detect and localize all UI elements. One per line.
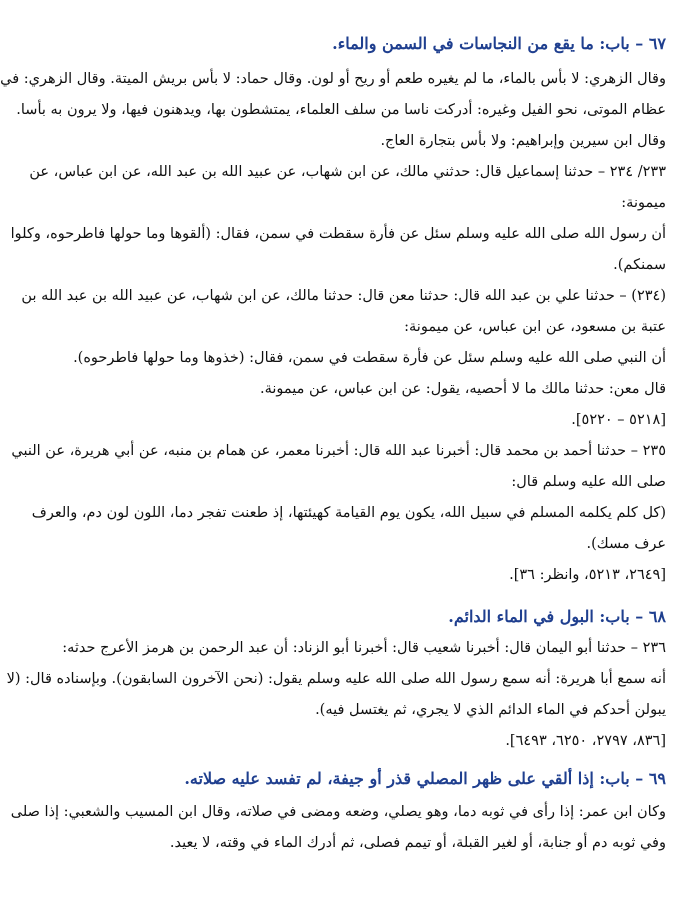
text-line: عظام الموتى، نحو الفيل وغيره: أدركت ناسا من سلف العلماء، يمتشطون بها، ويدهنون فيها، ولا يرون به بأسا. [16, 102, 666, 118]
reference-line: [٨٣٦، ٢٧٩٧، ٦٢٥٠، ٦٤٩٣]. [505, 733, 666, 749]
chapter-heading-67: ٦٧ – باب: ما يقع من النجاسات في السمن والماء. [332, 34, 666, 53]
text-line: عرف مسك). [586, 536, 666, 552]
text-line: أن النبي صلى الله عليه وسلم سئل عن فأرة سقطت في سمن، فقال: (خذوها وما حولها فاطرحوه). [73, 350, 666, 366]
text-line: أن رسول الله صلى الله عليه وسلم سئل عن فأرة سقطت في سمن، فقال: (ألقوها وما حولها فاطرحوه، وكلوا [10, 226, 666, 242]
text-line: عتبة بن مسعود، عن ابن عباس، عن ميمونة: [404, 319, 666, 335]
text-line: وقال الزهري: لا بأس بالماء، ما لم يغيره طعم أو ريح أو لون. وقال حماد: لا بأس بريش الميتة. وقال الزهري: في [0, 71, 666, 87]
reference-line: [٢٦٤٩، ٥٢١٣، وانظر: ٣٦]. [509, 567, 666, 583]
text-line: صلى الله عليه وسلم قال: [511, 474, 666, 490]
reference-line: [٥٢١٨ – ٥٢٢٠]. [571, 412, 666, 428]
text-line: وفي ثوبه دم أو جنابة، أو لغير القبلة، أو تيمم فصلى، ثم أدرك الماء في وقته، لا يعيد. [169, 835, 666, 851]
chapter-heading-69: ٦٩ – باب: إذا ألقي على ظهر المصلي قذر أو جيفة، لم تفسد عليه صلاته. [184, 769, 666, 788]
text-line: قال معن: حدثنا مالك ما لا أحصيه، يقول: عن ابن عباس، عن ميمونة. [260, 381, 666, 397]
text-line: ميمونة: [621, 195, 666, 211]
text-line: أنه سمع أبا هريرة: أنه سمع رسول الله صلى الله عليه وسلم يقول: (نحن الآخرون السابقون). وبإسناده قال: (لا [6, 671, 666, 687]
text-line: ٢٣٣/ ٢٣٤ – حدثنا إسماعيل قال: حدثني مالك، عن ابن شهاب، عن عبيد الله بن عبد الله، عن ابن عباس، عن [29, 164, 666, 180]
text-line: سمنكم). [613, 257, 666, 273]
text-line: (كل كلم يكلمه المسلم في سبيل الله، يكون يوم القيامة كهيئتها، إذ طعنت تفجر دما، اللون لون دم، والعرف [31, 505, 666, 521]
text-line: يبولن أحدكم في الماء الدائم الذي لا يجري، ثم يغتسل فيه). [315, 702, 666, 718]
text-line: وكان ابن عمر: إذا رأى في ثوبه دما، وهو يصلي، وضعه ومضى في صلاته، وقال ابن المسيب والشعبي: إذا صلى [10, 804, 666, 820]
text-line: ٢٣٥ – حدثنا أحمد بن محمد قال: أخبرنا عبد الله قال: أخبرنا معمر، عن همام بن منبه، عن أبي هريرة، عن النبي [11, 443, 666, 459]
text-line: وقال ابن سيرين وإبراهيم: ولا بأس بتجارة العاج. [380, 133, 666, 149]
text-line: (٢٣٤) – حدثنا علي بن عبد الله قال: حدثنا معن قال: حدثنا مالك، عن ابن شهاب، عن عبيد الله بن عبد الله بن [21, 288, 666, 304]
chapter-heading-68: ٦٨ – باب: البول في الماء الدائم. [448, 607, 666, 626]
text-line: ٢٣٦ – حدثنا أبو اليمان قال: أخبرنا شعيب قال: أخبرنا أبو الزناد: أن عبد الرحمن بن هرمز الأعرج حدثه: [62, 640, 666, 656]
